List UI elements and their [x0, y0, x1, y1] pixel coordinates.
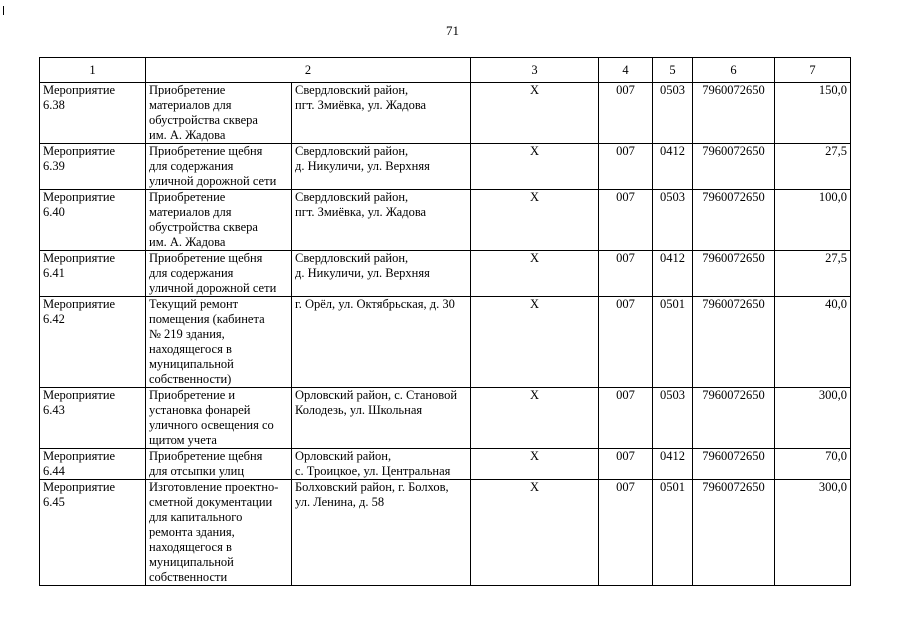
- amount-cell: [775, 190, 851, 251]
- description-line: уличного освещения со: [149, 418, 274, 432]
- column-3-cell-value: Х: [529, 144, 540, 158]
- column-5-cell-value: 0501: [660, 480, 685, 494]
- measure-cell: [40, 449, 146, 480]
- description-line: Приобретение щебня: [149, 251, 263, 265]
- description-line: собственности: [149, 570, 228, 584]
- location-line: д. Никуличи, ул. Верхняя: [295, 159, 430, 173]
- measure-line: 6.41: [43, 266, 65, 280]
- column-4-cell-value: 007: [616, 449, 635, 463]
- location-cell: [292, 297, 471, 388]
- column-5-cell-value: 0412: [660, 251, 685, 265]
- column-header-4: 4: [599, 58, 653, 83]
- measure-line: Мероприятие: [43, 144, 116, 158]
- measure-cell: [40, 480, 146, 586]
- description-line: ремонта здания,: [149, 525, 235, 539]
- location-line: с. Троицкое, ул. Центральная: [295, 464, 451, 478]
- description-line: материалов для: [149, 205, 232, 219]
- column-4-cell-value: 007: [616, 388, 635, 402]
- description-line: им. А. Жадова: [149, 235, 226, 249]
- measure-cell: [40, 297, 146, 388]
- description-line: щитом учета: [149, 433, 217, 447]
- margin-mark: [3, 6, 4, 15]
- location-line: г. Орёл, ул. Октябрьская, д. 30: [295, 297, 455, 311]
- column-header-1: 1: [40, 58, 146, 83]
- column-header-5: 5: [653, 58, 693, 83]
- description-line: находящегося в: [149, 342, 232, 356]
- column-3-cell-value: Х: [529, 297, 540, 311]
- measure-line: Мероприятие: [43, 251, 116, 265]
- measure-line: Мероприятие: [43, 83, 116, 97]
- description-line: Приобретение: [149, 83, 226, 97]
- table-row: [40, 144, 851, 190]
- amount-cell-value: 27,5: [825, 144, 847, 158]
- column-5-cell: [653, 190, 693, 251]
- column-6-cell: [693, 144, 775, 190]
- column-3-cell: [471, 480, 599, 586]
- column-4-cell: [599, 144, 653, 190]
- description-line: Приобретение и: [149, 388, 236, 402]
- measure-line: 6.39: [43, 159, 65, 173]
- description-line: установка фонарей: [149, 403, 251, 417]
- description-cell: [146, 480, 292, 586]
- description-line: находящегося в: [149, 540, 232, 554]
- column-3-cell-value: Х: [529, 190, 540, 204]
- description-cell: [146, 449, 292, 480]
- description-line: для содержания: [149, 266, 234, 280]
- column-3-cell: [471, 449, 599, 480]
- table-row: [40, 297, 851, 388]
- description-line: собственности): [149, 372, 232, 386]
- location-line: д. Никуличи, ул. Верхняя: [295, 266, 430, 280]
- column-header-7: 7: [775, 58, 851, 83]
- column-6-cell: [693, 251, 775, 297]
- column-4-cell-value: 007: [616, 297, 635, 311]
- column-5-cell: [653, 388, 693, 449]
- table-row: [40, 480, 851, 586]
- column-5-cell: [653, 449, 693, 480]
- description-line: Приобретение щебня: [149, 449, 263, 463]
- column-5-cell-value: 0501: [660, 297, 685, 311]
- measure-cell: [40, 251, 146, 297]
- description-line: обустройства сквера: [149, 113, 258, 127]
- location-line: Свердловский район,: [295, 251, 409, 265]
- location-line: Свердловский район,: [295, 144, 409, 158]
- description-cell: [146, 251, 292, 297]
- description-line: для содержания: [149, 159, 234, 173]
- column-6-cell: [693, 480, 775, 586]
- column-3-cell: [471, 83, 599, 144]
- description-line: Изготовление проектно-: [149, 480, 279, 494]
- description-line: Приобретение: [149, 190, 226, 204]
- table-header-row: [40, 58, 851, 83]
- column-3-cell-value: Х: [529, 388, 540, 402]
- location-cell: [292, 251, 471, 297]
- description-line: помещения (кабинета: [149, 312, 265, 326]
- location-line: Свердловский район,: [295, 190, 409, 204]
- measure-line: 6.44: [43, 464, 65, 478]
- description-line: материалов для: [149, 98, 232, 112]
- location-line: ул. Ленина, д. 58: [295, 495, 385, 509]
- description-cell: [146, 83, 292, 144]
- column-6-cell-value: 7960072650: [702, 449, 765, 463]
- column-5-cell: [653, 144, 693, 190]
- table-row: [40, 83, 851, 144]
- measure-line: Мероприятие: [43, 190, 116, 204]
- column-4-cell: [599, 297, 653, 388]
- amount-cell-value: 300,0: [818, 388, 847, 402]
- column-6-cell: [693, 297, 775, 388]
- column-5-cell: [653, 480, 693, 586]
- column-5-cell-value: 0412: [660, 449, 685, 463]
- column-3-cell: [471, 297, 599, 388]
- location-line: Свердловский район,: [295, 83, 409, 97]
- measure-line: Мероприятие: [43, 388, 116, 402]
- column-4-cell: [599, 83, 653, 144]
- column-6-cell: [693, 190, 775, 251]
- measure-line: 6.43: [43, 403, 65, 417]
- table-row: [40, 449, 851, 480]
- description-line: уличной дорожной сети: [149, 174, 277, 188]
- amount-cell: [775, 251, 851, 297]
- location-line: Колодезь, ул. Школьная: [295, 403, 423, 417]
- measure-line: 6.45: [43, 495, 65, 509]
- column-5-cell-value: 0503: [660, 190, 685, 204]
- measure-cell: [40, 83, 146, 144]
- table-row: [40, 190, 851, 251]
- column-6-cell-value: 7960072650: [702, 83, 765, 97]
- location-line: Болховский район, г. Болхов,: [295, 480, 449, 494]
- column-4-cell: [599, 388, 653, 449]
- column-3-cell: [471, 190, 599, 251]
- column-6-cell: [693, 449, 775, 480]
- description-line: Приобретение щебня: [149, 144, 263, 158]
- column-5-cell: [653, 251, 693, 297]
- description-cell: [146, 388, 292, 449]
- measure-line: Мероприятие: [43, 297, 116, 311]
- description-line: им. А. Жадова: [149, 128, 226, 142]
- column-3-cell: [471, 144, 599, 190]
- column-4-cell-value: 007: [616, 144, 635, 158]
- description-line: сметной документации: [149, 495, 273, 509]
- amount-cell-value: 150,0: [818, 83, 847, 97]
- location-line: Орловский район,: [295, 449, 392, 463]
- column-6-cell: [693, 388, 775, 449]
- amount-cell: [775, 388, 851, 449]
- table-row: [40, 388, 851, 449]
- description-cell: [146, 297, 292, 388]
- measure-line: 6.42: [43, 312, 65, 326]
- amount-cell: [775, 449, 851, 480]
- column-header-2: 2: [146, 58, 471, 83]
- description-line: уличной дорожной сети: [149, 281, 277, 295]
- description-cell: [146, 144, 292, 190]
- description-line: муниципальной: [149, 555, 234, 569]
- measure-line: 6.38: [43, 98, 65, 112]
- measure-line: Мероприятие: [43, 480, 116, 494]
- location-cell: [292, 449, 471, 480]
- measure-line: Мероприятие: [43, 449, 116, 463]
- column-header-6: 6: [693, 58, 775, 83]
- location-cell: [292, 83, 471, 144]
- amount-cell: [775, 83, 851, 144]
- description-line: муниципальной: [149, 357, 234, 371]
- column-4-cell: [599, 480, 653, 586]
- budget-table: [39, 57, 851, 586]
- column-6-cell-value: 7960072650: [702, 144, 765, 158]
- column-5-cell-value: 0503: [660, 388, 685, 402]
- location-line: пгт. Змиёвка, ул. Жадова: [295, 98, 427, 112]
- column-5-cell: [653, 83, 693, 144]
- amount-cell-value: 100,0: [818, 190, 847, 204]
- column-header-3: 3: [471, 58, 599, 83]
- description-line: для отсыпки улиц: [149, 464, 245, 478]
- column-3-cell: [471, 251, 599, 297]
- column-6-cell-value: 7960072650: [702, 388, 765, 402]
- column-4-cell: [599, 251, 653, 297]
- measure-cell: [40, 190, 146, 251]
- amount-cell: [775, 480, 851, 586]
- column-5-cell: [653, 297, 693, 388]
- measure-line: 6.40: [43, 205, 65, 219]
- amount-cell-value: 40,0: [825, 297, 847, 311]
- column-3-cell-value: Х: [529, 449, 540, 463]
- column-4-cell-value: 007: [616, 83, 635, 97]
- amount-cell-value: 70,0: [825, 449, 847, 463]
- page-number: 71: [446, 23, 459, 38]
- location-cell: [292, 480, 471, 586]
- amount-cell-value: 300,0: [818, 480, 847, 494]
- amount-cell: [775, 297, 851, 388]
- column-3-cell-value: Х: [529, 251, 540, 265]
- column-6-cell-value: 7960072650: [702, 190, 765, 204]
- description-line: Текущий ремонт: [149, 297, 239, 311]
- column-4-cell-value: 007: [616, 480, 635, 494]
- description-line: № 219 здания,: [149, 327, 225, 341]
- column-3-cell-value: Х: [529, 83, 540, 97]
- column-6-cell-value: 7960072650: [702, 480, 765, 494]
- column-4-cell-value: 007: [616, 190, 635, 204]
- column-4-cell: [599, 190, 653, 251]
- location-line: Орловский район, с. Становой: [295, 388, 458, 402]
- column-3-cell: [471, 388, 599, 449]
- column-6-cell: [693, 83, 775, 144]
- measure-cell: [40, 144, 146, 190]
- amount-cell-value: 27,5: [825, 251, 847, 265]
- column-3-cell-value: Х: [529, 480, 540, 494]
- column-5-cell-value: 0412: [660, 144, 685, 158]
- description-line: обустройства сквера: [149, 220, 258, 234]
- column-6-cell-value: 7960072650: [702, 251, 765, 265]
- column-5-cell-value: 0503: [660, 83, 685, 97]
- location-cell: [292, 388, 471, 449]
- column-4-cell: [599, 449, 653, 480]
- table-body: [40, 58, 851, 586]
- location-cell: [292, 190, 471, 251]
- location-cell: [292, 144, 471, 190]
- table-row: [40, 251, 851, 297]
- column-6-cell-value: 7960072650: [702, 297, 765, 311]
- measure-cell: [40, 388, 146, 449]
- column-4-cell-value: 007: [616, 251, 635, 265]
- amount-cell: [775, 144, 851, 190]
- location-line: пгт. Змиёвка, ул. Жадова: [295, 205, 427, 219]
- description-line: для капитального: [149, 510, 243, 524]
- description-cell: [146, 190, 292, 251]
